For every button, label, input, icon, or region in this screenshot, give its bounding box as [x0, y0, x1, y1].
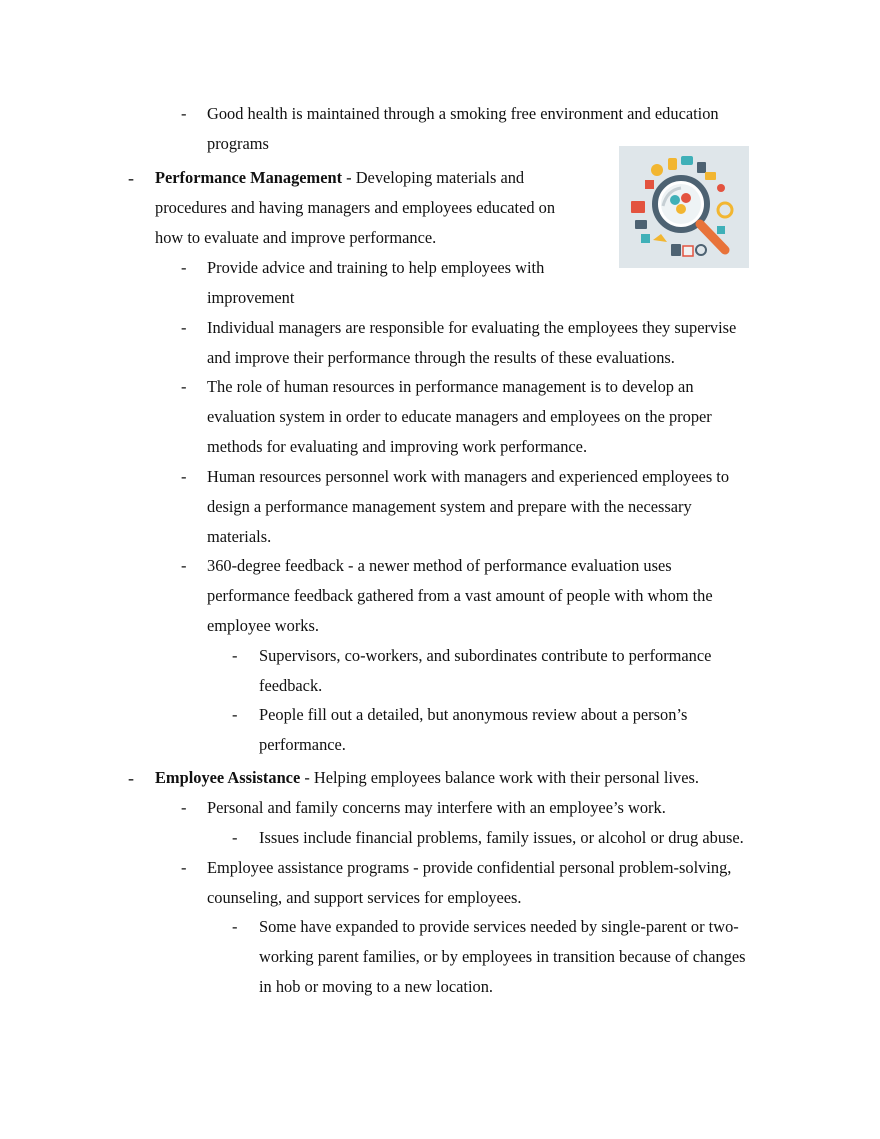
bullet-managers-line2: and improve their performance through the results of these evaluations.	[207, 348, 675, 367]
bullet-people-fill-line2: performance.	[259, 735, 346, 754]
bullet-hr-role-line1: The role of human resources in performance management is to develop an	[207, 377, 694, 396]
bullet-good-health-line1: Good health is maintained through a smoking free environment and education	[207, 104, 719, 123]
magnifier-analytics-icon	[619, 146, 749, 268]
bullet-dash: -	[181, 556, 187, 575]
bullet-hr-role-line3: methods for evaluating and improving work performance.	[207, 437, 588, 456]
bullet-dash: -	[232, 828, 238, 847]
bullet-dash: -	[181, 104, 187, 123]
bullet-expanded-line3: in hob or moving to a new location.	[259, 977, 493, 996]
section-performance-intro: - Developing materials and	[342, 168, 525, 187]
bullet-dash: -	[232, 646, 238, 665]
bullet-good-health	[207, 104, 719, 124]
bullet-eap-line2: counseling, and support services for employees.	[207, 888, 522, 907]
bullet-expanded-line1: Some have expanded to provide services needed by single-parent or two-	[259, 917, 739, 936]
bullet-hr-personnel-line3: materials.	[207, 527, 272, 546]
bullet-personal-concerns: Personal and family concerns may interfere with an employee’s work.	[207, 798, 666, 817]
bullet-managers-line1: Individual managers are responsible for evaluating the employees they supervise	[207, 318, 737, 337]
bullet-advice-line1: Provide advice and training to help employees with	[207, 258, 545, 277]
bullet-hr-personnel-line1: Human resources personnel work with managers and experienced employees to	[207, 467, 730, 486]
section-performance-management	[155, 168, 524, 188]
bullet-dash: -	[181, 798, 187, 817]
section-employee-assistance	[155, 768, 699, 788]
bullet-good-health-line2: programs	[207, 134, 269, 153]
bullet-dash: -	[181, 858, 187, 877]
bullet-360-line3: employee works.	[207, 616, 319, 635]
bullet-dash: -	[181, 258, 187, 277]
section-performance-line2: procedures and having managers and employees educated on	[155, 198, 556, 217]
bullet-eap-line1: Employee assistance programs - provide confidential personal problem-solving,	[207, 858, 732, 877]
bullet-expanded-line2: working parent families, or by employees in transition because of changes	[259, 947, 746, 966]
bullet-people-fill-line1: People fill out a detailed, but anonymous review about a person’s	[259, 705, 688, 724]
bullet-supervisors-line1: Supervisors, co-workers, and subordinates contribute to performance	[259, 646, 712, 665]
bullet-dash: -	[181, 467, 187, 486]
section-heading-employee-assistance: Employee Assistance	[155, 768, 301, 787]
section-employee-assistance-text: - Helping employees balance work with their personal lives.	[300, 768, 699, 787]
section-heading-performance-management: Performance Management	[155, 168, 343, 187]
bullet-hr-personnel-line2: design a performance management system and prepare with the necessary	[207, 497, 692, 516]
bullet-advice-line2: improvement	[207, 288, 295, 307]
bullet-dash: -	[181, 318, 187, 337]
section-dash: -	[128, 168, 134, 188]
bullet-dash: -	[232, 917, 238, 936]
section-dash: -	[128, 768, 134, 788]
bullet-360-line1: 360-degree feedback - a newer method of performance evaluation uses	[207, 556, 672, 575]
bullet-dash: -	[181, 377, 187, 396]
bullet-dash: -	[232, 705, 238, 724]
section-performance-line3: how to evaluate and improve performance.	[155, 228, 437, 247]
bullet-360-line2: performance feedback gathered from a vast amount of people with whom the	[207, 586, 713, 605]
bullet-hr-role-line2: evaluation system in order to educate managers and employees on the proper	[207, 407, 712, 426]
bullet-supervisors-line2: feedback.	[259, 676, 323, 695]
bullet-issues: Issues include financial problems, family issues, or alcohol or drug abuse.	[259, 828, 744, 847]
